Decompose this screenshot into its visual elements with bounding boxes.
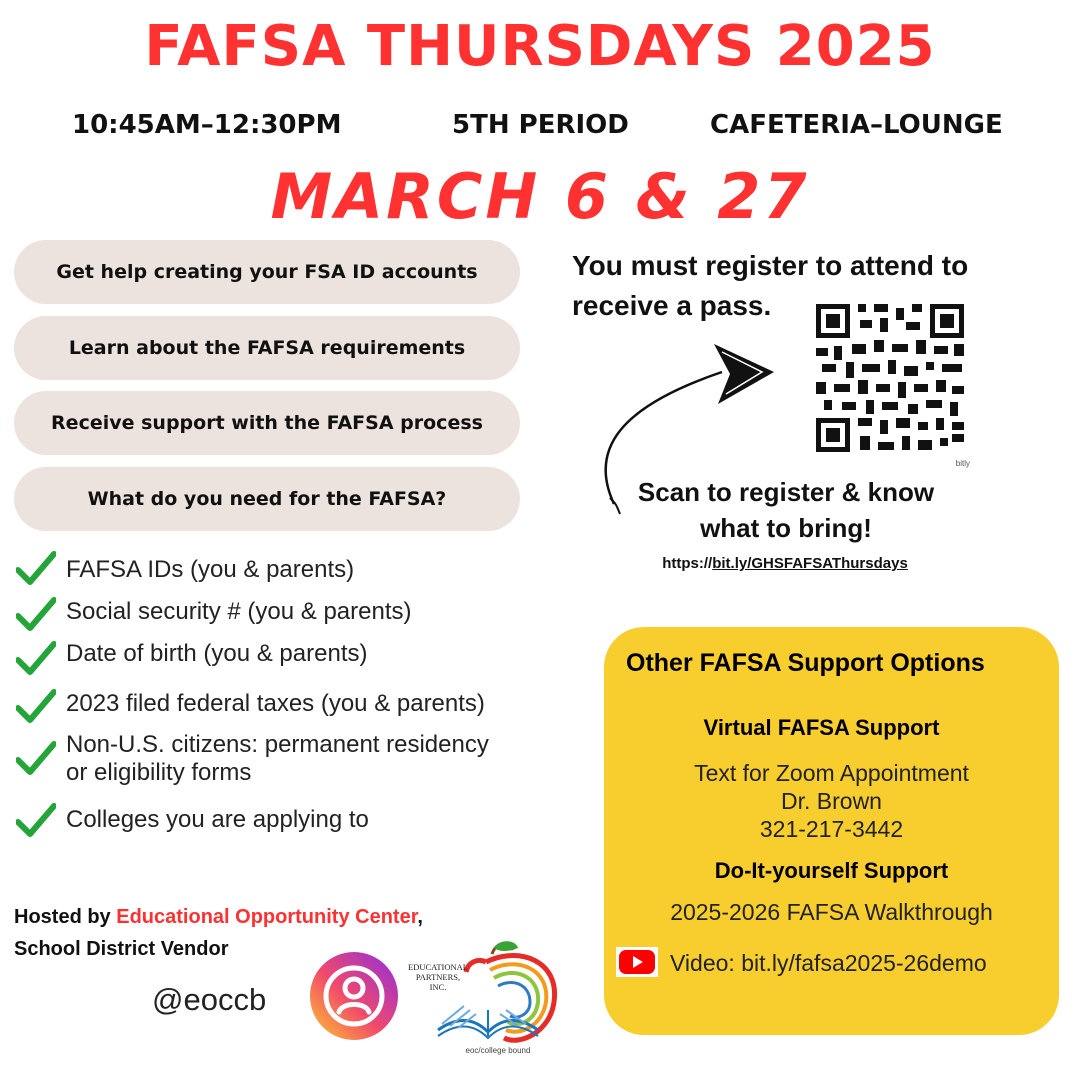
host-org: Educational Opportunity Center xyxy=(116,906,418,928)
pill-fsa-id: Get help creating your FSA ID accounts xyxy=(14,240,520,304)
virtual-support-contact: Dr. Brown xyxy=(781,788,882,814)
url-prefix: https:// xyxy=(662,555,713,572)
check-icon xyxy=(16,640,56,676)
url-link[interactable]: bit.ly/GHSFAFSAThursdays xyxy=(712,555,908,572)
checklist-item: 2023 filed federal taxes (you & parents) xyxy=(66,690,485,717)
pill-what-need: What do you need for the FAFSA? xyxy=(14,467,520,531)
pill-support: Receive support with the FAFSA process xyxy=(14,391,520,455)
logo-text xyxy=(408,962,468,992)
check-icon xyxy=(16,802,56,838)
support-heading: Other FAFSA Support Options xyxy=(626,649,985,677)
event-location: CAFETERIA–LOUNGE xyxy=(710,110,1003,140)
diy-support-text: 2025-2026 FAFSA Walkthrough xyxy=(670,899,993,925)
register-line: receive a pass. xyxy=(572,290,772,321)
register-line: You must register to attend to xyxy=(572,250,969,281)
check-icon xyxy=(16,740,56,776)
social-handle[interactable]: @eoccb xyxy=(152,982,267,1017)
logo-text-line: PARTNERS, xyxy=(415,972,461,982)
pill-requirements: Learn about the FAFSA requirements xyxy=(14,316,520,380)
event-time: 10:45AM–12:30PM xyxy=(72,110,342,140)
qr-code[interactable] xyxy=(812,300,970,468)
logo-text-line: EDUCATIONAL xyxy=(408,962,468,972)
scan-line: what to bring! xyxy=(700,513,872,543)
educational-partners-logo xyxy=(408,940,568,1060)
scan-line: Scan to register & know xyxy=(637,477,935,507)
diy-support-title: Do-It-yourself Support xyxy=(714,858,949,883)
apple-book-icon xyxy=(408,940,568,1060)
check-icon xyxy=(16,596,56,632)
support-options-panel xyxy=(604,627,1059,1035)
page-title: FAFSA THURSDAYS 2025 xyxy=(144,14,936,79)
event-period: 5TH PERIOD xyxy=(452,110,629,140)
youtube-icon[interactable] xyxy=(616,947,658,977)
event-dates: MARCH 6 & 27 xyxy=(270,160,810,233)
logo-text-line: INC. xyxy=(429,982,447,992)
checklist-item: Date of birth (you & parents) xyxy=(66,640,368,667)
check-icon xyxy=(16,550,56,586)
scan-instructions xyxy=(596,474,976,546)
checklist-item-cont: or eligibility forms xyxy=(66,759,252,786)
host-suffix: , xyxy=(417,906,423,928)
checklist-item: Non-U.S. citizens: permanent residency xyxy=(66,731,489,758)
checklist-item: FAFSA IDs (you & parents) xyxy=(66,556,355,583)
instagram-profile-icon[interactable] xyxy=(308,950,400,1042)
virtual-support-title: Virtual FAFSA Support xyxy=(703,715,940,740)
register-url[interactable] xyxy=(600,555,970,572)
host-prefix: Hosted by xyxy=(14,906,117,928)
virtual-support-text: Text for Zoom Appointment xyxy=(694,760,969,786)
host-vendor: School District Vendor xyxy=(14,938,229,960)
qr-code-icon xyxy=(812,300,970,458)
qr-caption: bitly xyxy=(955,459,970,468)
checklist-item: Social security # (you & parents) xyxy=(66,598,412,625)
logo-tagline: eoc/college bound xyxy=(465,1046,531,1055)
virtual-support-phone[interactable]: 321-217-3442 xyxy=(759,816,904,842)
check-icon xyxy=(16,688,56,724)
checklist-item: Colleges you are applying to xyxy=(66,806,369,833)
video-link[interactable]: Video: bit.ly/fafsa2025-26demo xyxy=(670,950,987,976)
